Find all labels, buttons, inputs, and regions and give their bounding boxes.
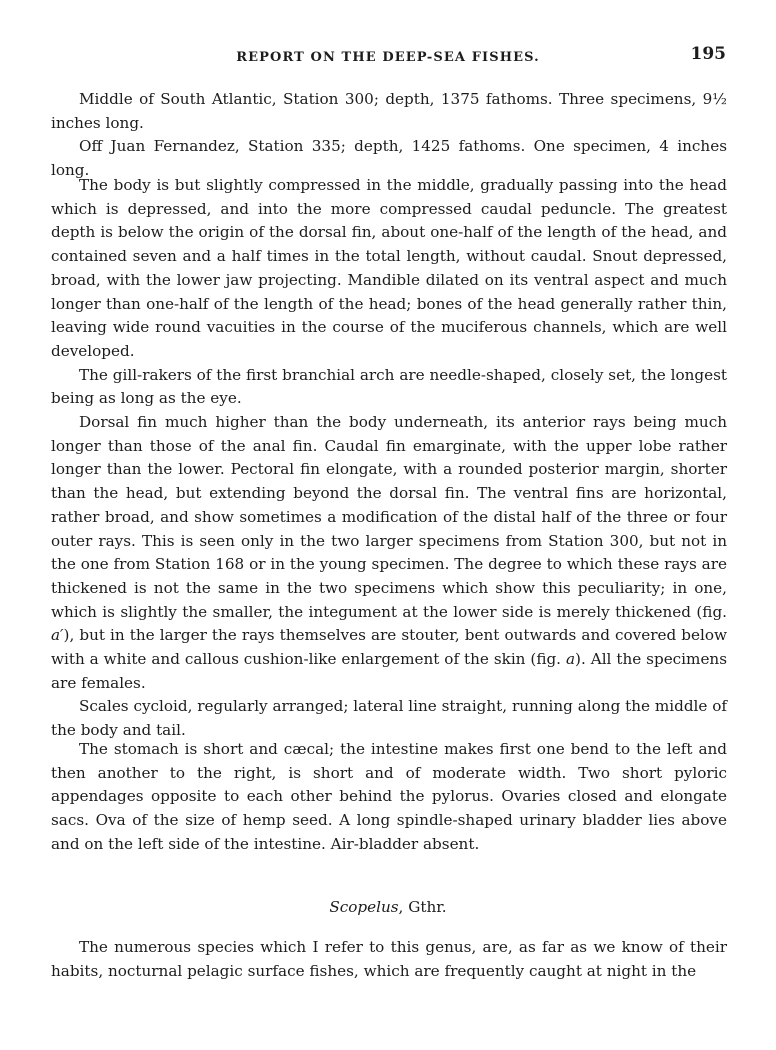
scopelus-section xyxy=(51,936,727,983)
station-300-text: Middle of South Atlantic, Station 300; depth, 1375 fathoms. Three specimens, 9 xyxy=(79,90,713,108)
fins-text-3: ). All the specimens are females. xyxy=(51,650,728,692)
station-300-line xyxy=(51,88,727,135)
genus-heading xyxy=(0,898,776,916)
station-300-text-end: inches long. xyxy=(51,113,144,132)
fins-paragraph xyxy=(51,411,727,695)
fins-text-2: ), but in the larger the rays themselves are stouter, bent outwards and covered below with a white and callous cushion-like enlargement of the skin (fig. xyxy=(51,626,727,669)
gill-rakers-paragraph: The gill-rakers of the first branchial arch are needle-shaped, closely set, the longest being as long as the eye. xyxy=(51,365,727,408)
station-300-fraction: ½ xyxy=(712,90,727,108)
description-section xyxy=(51,174,727,743)
running-header: REPORT ON THE DEEP-SEA FISHES. xyxy=(236,50,540,65)
genus-author: , Gthr. xyxy=(398,898,447,916)
station-records xyxy=(51,88,727,183)
fig-ref-a: a xyxy=(565,650,576,669)
station-335-line: Off Juan Fernandez, Station 335; depth, 1425 fathoms. One specimen, 4 inches long. xyxy=(51,137,727,180)
anatomy-section xyxy=(51,738,727,857)
stomach-paragraph: The stomach is short and cæcal; the intestine makes first one bend to the left and then another to the right, is short and of moderate width. Two short pyloric appendages opposite to each other behind the pylorus. Ovaries closed and elongate sacs. Ova of the size of hemp seed. A long spindle-shaped urinary bladder lies above and on the left side of the intestine. Air-bladder absent. xyxy=(51,740,727,853)
genus-name: Scopelus xyxy=(329,898,399,916)
fig-ref-a-prime: a′ xyxy=(51,626,64,645)
body-shape-paragraph: The body is but slightly compressed in the middle, gradually passing into the head which is depressed, and into the more compressed caudal peduncle. The greatest depth is below the origin of the dorsal fin, about one-half of the length of the head, and contained seven and a half times in the total length, without caudal. Snout depressed, broad, with the lower jaw projecting. Mandible dilated on its ventral aspect and much longer than one-half of the length of the head; bones of the head generally rather thin, leaving wide round vacuities in the course of the muciferous channels, which are well developed. xyxy=(51,176,727,360)
page-number: 195 xyxy=(690,44,726,64)
fins-text-1: Dorsal fin much higher than the body underneath, its anterior rays being much longer than those of the anal fin. Caudal fin emarginate, with the upper lobe rather longer than the lower. Pectoral fin elongate, with a rounded posterior margin, shorter than the head, but extending beyond the dorsal fin. The ventral fins are horizontal, rather broad, and show sometimes a modification of the distal half of the three or four outer rays. This is seen only in the two larger specimens from Station 300, but not in the one from Station 168 or in the young specimen. The degree to which these rays are thickened is not the same in the two specimens which show this peculiarity; in one, which is slightly the smaller, the integument at the lower side is merely thickened (fig. xyxy=(51,413,727,621)
scopelus-intro-paragraph: The numerous species which I refer to this genus, are, as far as we know of their habits, nocturnal pelagic surface fishes, which are frequently caught at night in the xyxy=(51,938,727,980)
scales-paragraph: Scales cycloid, regularly arranged; lateral line straight, running along the middle of the body and tail. xyxy=(51,697,727,740)
